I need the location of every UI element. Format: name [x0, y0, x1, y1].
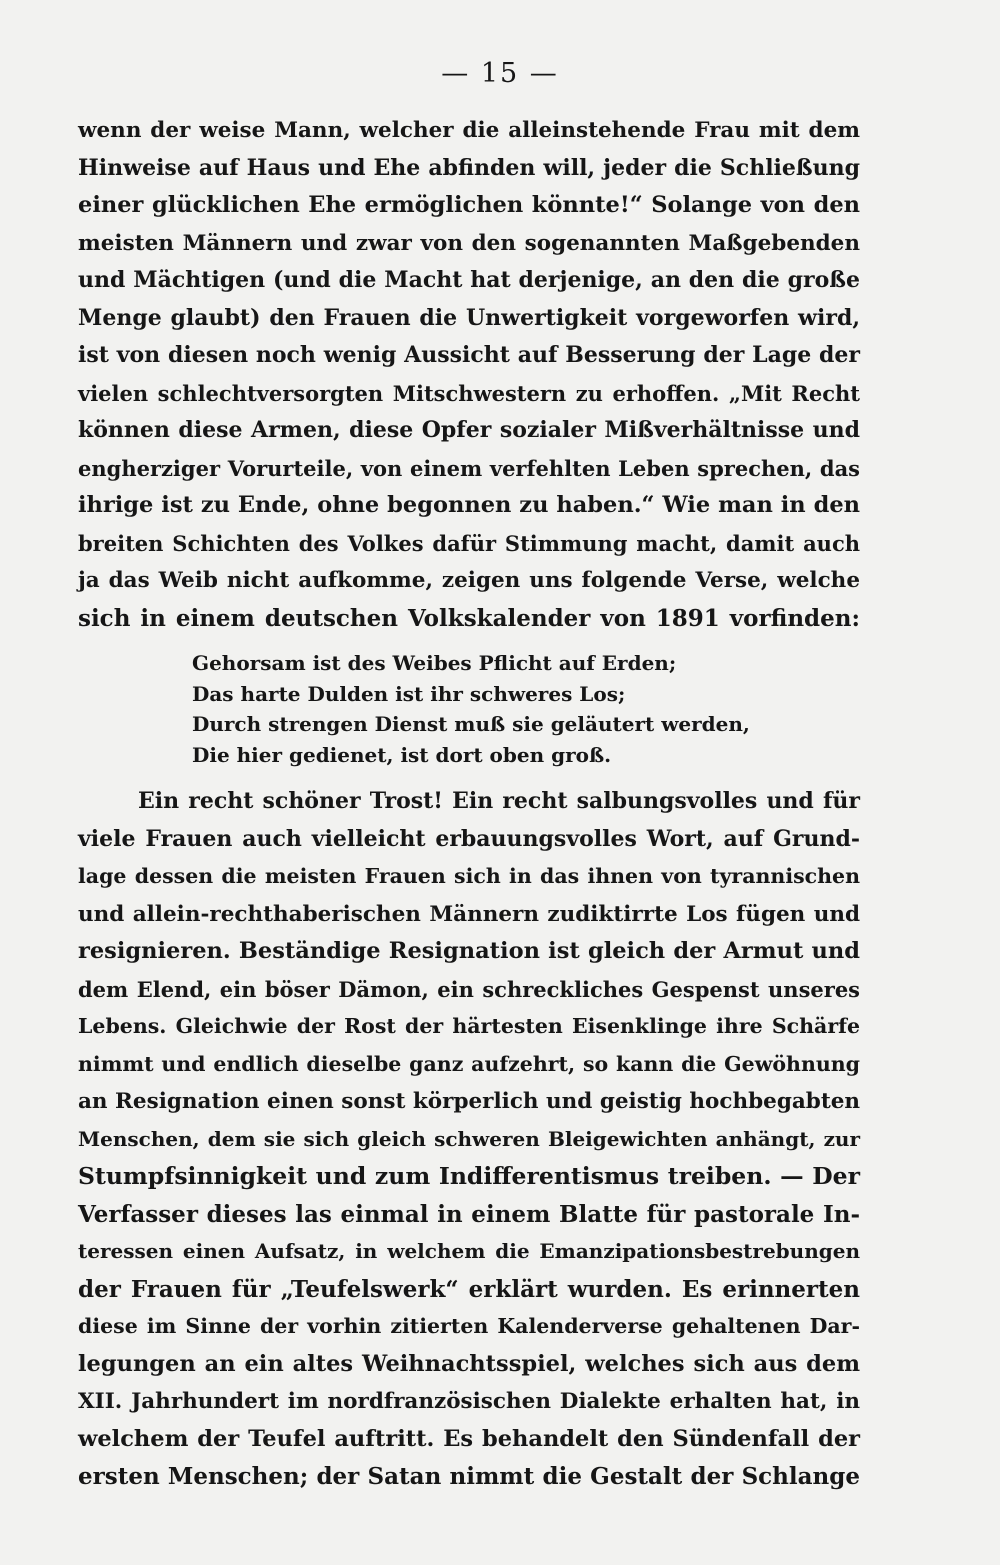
poem-line: Die hier gedienet, ist dort oben groß.: [192, 742, 612, 767]
text-line: viele Frauen auch vielleicht erbauungsvolles Wort, auf Grund-: [78, 825, 860, 852]
text-line: an Resignation einen sonst körperlich und geistig hochbegabten: [78, 1089, 861, 1114]
text-line: breiten Schichten des Volkes dafür Stimmung macht, damit auch: [78, 530, 860, 556]
text-line: XII. Jahrhundert im nordfranzösischen Dialekte erhalten hat, in: [78, 1389, 860, 1414]
text-line: lage dessen die meisten Frauen sich in das ihnen von tyrannischen: [78, 864, 860, 888]
poem-line: Gehorsam ist des Weibes Pflicht auf Erden;: [192, 651, 677, 675]
text-line: engherziger Vorurteile, von einem verfehlten Leben sprechen, das: [78, 455, 860, 481]
poem-line: Das harte Dulden ist ihr schweres Los;: [192, 681, 626, 706]
text-line: ist von diesen noch wenig Aussicht auf Besserung der Lage der: [78, 342, 860, 368]
text-line: können diese Armen, diese Opfer sozialer Mißverhältnisse und: [78, 417, 860, 443]
paragraph-2: [78, 783, 860, 1496]
text-line: teressen einen Aufsatz, in welchem die Emanzipationsbestrebungen: [78, 1239, 860, 1263]
text-line: Lebens. Gleichwie der Rost der härtesten Eisenklinge ihre Schärfe: [78, 1014, 860, 1038]
text-line: resignieren. Beständige Resignation ist gleich der Armut und: [78, 938, 860, 964]
text-line: Menge glaubt) den Frauen die Unwertigkeit vorgeworfen wird,: [78, 304, 860, 331]
text-line: wenn der weise Mann, welcher die alleinstehende Frau mit dem: [78, 118, 860, 143]
text-line: und Mächtigen (und die Macht hat derjenige, an den die große: [78, 267, 860, 293]
text-line: sich in einem deutschen Volkskalender von 1891 vorfinden:: [78, 604, 860, 632]
text-line: ja das Weib nicht aufkomme, zeigen uns folgende Verse, welche: [78, 568, 860, 593]
text-line: dem Elend, ein böser Dämon, ein schreckliches Gespenst unseres: [78, 976, 860, 1002]
text-line: einer glücklichen Ehe ermöglichen könnte!“ Solange von den: [78, 192, 860, 218]
text-line: nimmt und endlich dieselbe ganz aufzehrt, so kann die Gewöhnung: [78, 1051, 860, 1076]
text-line: legungen an ein altes Weihnachtsspiel, welches sich aus dem: [78, 1350, 860, 1377]
poem-quote: [192, 648, 752, 770]
page-number: — 15 —: [441, 58, 559, 89]
paragraph-1: [78, 112, 860, 637]
text-line: Menschen, dem sie sich gleich schweren Bleigewichten anhängt, zur: [78, 1126, 860, 1151]
text-line: Ein recht schöner Trost! Ein recht salbungsvolles und für: [138, 788, 860, 814]
text-line: vielen schlechtversorgten Mitschwestern zu erhoffen. „Mit Recht: [78, 380, 860, 406]
text-line: der Frauen für „Teufelswerk“ erklärt wurden. Es erinnerten: [78, 1275, 860, 1303]
text-line: ersten Menschen; der Satan nimmt die Gestalt der Schlange: [78, 1463, 860, 1490]
text-line: ihrige ist zu Ende, ohne begonnen zu haben.“ Wie man in den: [78, 492, 860, 518]
text-line: und allein-rechthaberischen Männern zudiktirrte Los fügen und: [78, 901, 860, 927]
text-line: meisten Männern und zwar von den sogenannten Maßgebenden: [78, 230, 860, 256]
text-line: diese im Sinne der vorhin zitierten Kalenderverse gehaltenen Dar-: [78, 1314, 860, 1338]
poem-line: Durch strengen Dienst muß sie geläutert werden,: [192, 712, 750, 736]
text-line: Verfasser dieses las einmal in einem Blatte für pastorale In-: [78, 1200, 860, 1228]
text-line: Stumpfsinnigkeit und zum Indifferentismus treiben. — Der: [78, 1162, 860, 1190]
text-line: welchem der Teufel auftritt. Es behandelt den Sündenfall der: [78, 1425, 860, 1452]
text-line: Hinweise auf Haus und Ehe abfinden will, jeder die Schließung: [78, 154, 860, 181]
